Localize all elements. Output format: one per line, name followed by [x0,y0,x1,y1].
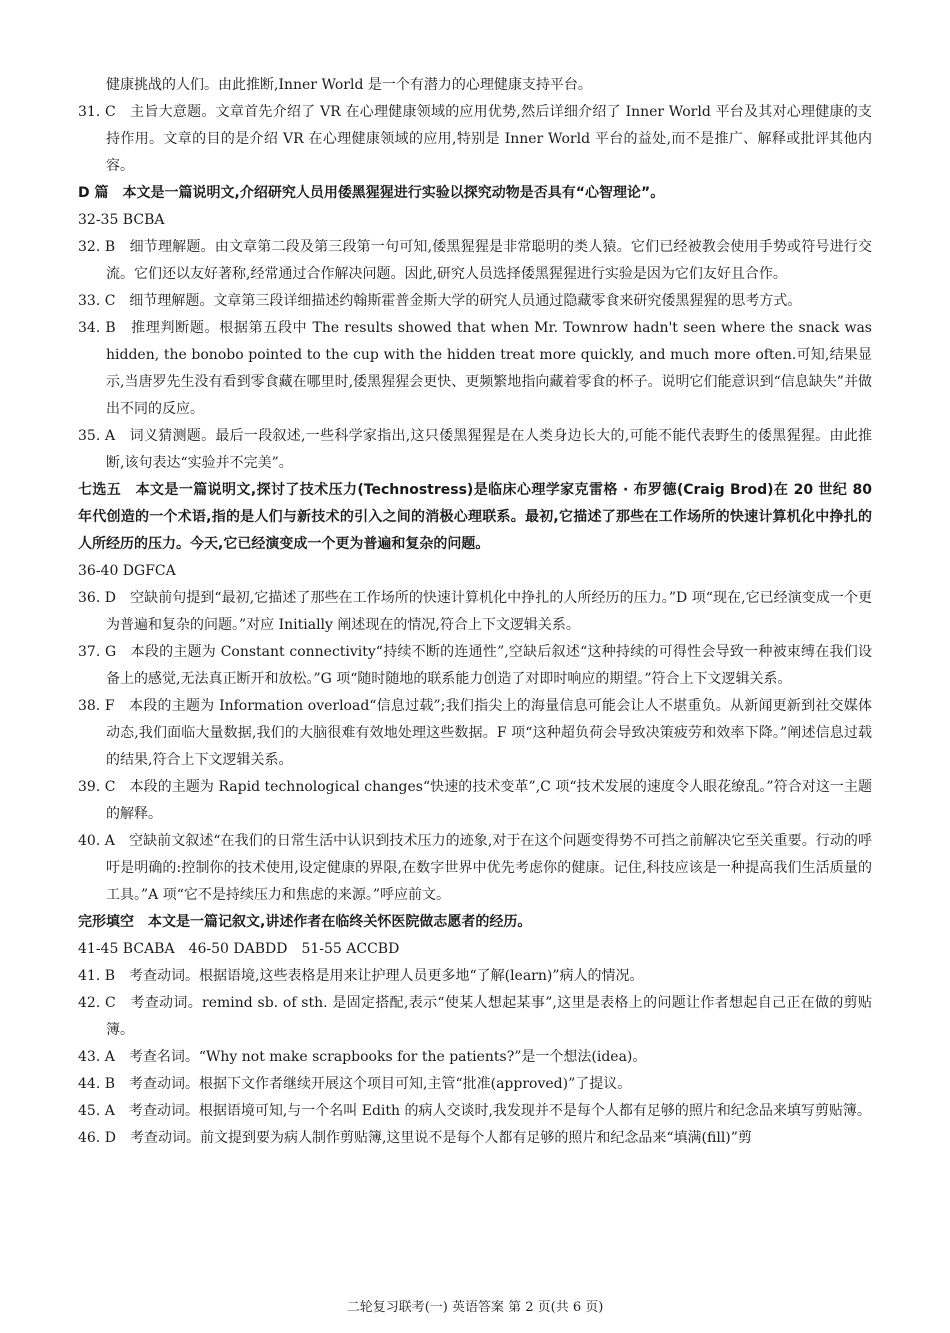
answer-content [78,72,872,1152]
answer-36: 36. D 空缺前句提到“最初,它描述了那些在工作场所的快速计算机化中挣扎的人所经历的压力。”D 项“现在,它已经演变成一个更为普遍和复杂的问题。”对应 Initially 阐述现在的情况,符合上下文逻辑关系。 [78,590,872,633]
answer-33: 33. C 细节理解题。文章第三段详细描述约翰斯霍普金斯大学的研究人员通过隐藏零食来研究倭黑猩猩的思考方式。 [78,293,802,309]
answer-46: 46. D 考查动词。前文提到要为病人制作剪贴簿,这里说不是每个人都有足够的照片和纪念品来“填满(fill)”剪 [78,1130,752,1146]
answer-31: 31. C 主旨大意题。文章首先介绍了 VR 在心理健康领域的应用优势,然后详细介绍了 Inner World 平台及其对心理健康的支持作用。文章的目的是介绍 VR 在心理健康领域的应用,特别是 Inner World 平台的益处,而不是推广、解释或批评其他内容。 [78,104,872,174]
paragraph-30-continuation: 健康挑战的人们。由此推断,Inner World 是一个有潜力的心理健康支持平台。 [106,77,592,93]
answer-key-36-40: 36-40 DGFCA [78,563,176,579]
answer-32: 32. B 细节理解题。由文章第二段及第三段第一句可知,倭黑猩猩是非常聪明的类人猿。它们已经被教会使用手势或符号进行交流。它们还以友好著称,经常通过合作解决问题。因此,研究人员选择倭黑猩猩进行实验是因为它们友好且合作。 [78,239,872,282]
answer-45: 45. A 考查动词。根据语境可知,与一个名叫 Edith 的病人交谈时,我发现并不是每个人都有足够的照片和纪念品来填写剪贴簿。 [78,1103,871,1119]
answer-34: 34. B 推理判断题。根据第五段中 The results showed that when Mr. Townrow hadn't seen where the snack was hidden, the bonobo pointed to the cup with the hidden treat more quickly, and much more often.可知,结果显示,当唐罗先生没有看到零食藏在哪里时,倭黑猩猩会更快、更频繁地指向藏着零食的杯子。说明它们能意识到“信息缺失”并做出不同的反应。 [78,320,872,417]
answer-key-41-55: 41-45 BCABA 46-50 DABDD 51-55 ACCBD [78,941,400,957]
answer-35: 35. A 词义猜测题。最后一段叙述,一些科学家指出,这只倭黑猩猩是在人类身边长大的,可能不能代表野生的倭黑猩猩。由此推断,该句表达“实验并不完美”。 [78,428,872,471]
answer-39: 39. C 本段的主题为 Rapid technological changes“快速的技术变革”,C 项“技术发展的速度令人眼花缭乱。”符合对这一主题的解释。 [78,779,872,822]
answer-37: 37. G 本段的主题为 Constant connectivity“持续不断的连通性”,空缺后叙述“这种持续的可得性会导致一种被束缚在我们设备上的感觉,无法真正断开和放松。”G 项“随时随地的联系能力创造了对即时响应的期望。”符合上下文逻辑关系。 [78,644,872,687]
answer-44: 44. B 考查动词。根据下文作者继续开展这个项目可知,主管“批准(approved)”了提议。 [78,1076,632,1092]
answer-key-32-35: 32-35 BCBA [78,212,165,228]
answer-40: 40. A 空缺前文叙述“在我们的日常生活中认识到技术压力的迹象,对于在这个问题变得势不可挡之前解决它至关重要。行动的呼吁是明确的:控制你的技术使用,设定健康的界限,在数字世界中优先考虑你的健康。记住,科技应该是一种提高我们生活质量的工具。”A 项“它不是持续压力和焦虑的来源。”呼应前文。 [78,833,872,903]
answer-41: 41. B 考查动词。根据语境,这些表格是用来让护理人员更多地“了解(learn)”病人的情况。 [78,968,644,984]
section-heading-seven-choose-five: 七选五 本文是一篇说明文,探讨了技术压力(Technostress)是临床心理学家克雷格 · 布罗德(Craig Brod)在 20 世纪 80 年代创造的一个术语,指的是人们与新技术的引入之间的消极心理联系。最初,它描述了那些在工作场所的快速计算机化中挣扎的人所经历的压力。今天,它已经演变成一个更为普遍和复杂的问题。 [78,482,872,552]
section-heading-cloze: 完形填空 本文是一篇记叙文,讲述作者在临终关怀医院做志愿者的经历。 [78,914,532,930]
answer-43: 43. A 考查名词。“Why not make scrapbooks for the patients?”是一个想法(idea)。 [78,1049,647,1065]
answer-38: 38. F 本段的主题为 Information overload“信息过载”;我们指尖上的海量信息可能会让人不堪重负。从新闻更新到社交媒体动态,我们面临大量数据,我们的大脑很难有效地处理这些数据。F 项“这种超负荷会导致决策疲劳和效率下降。”阐述信息过载的结果,符合上下文逻辑关系。 [78,698,872,768]
answer-42: 42. C 考查动词。remind sb. of sth. 是固定搭配,表示“使某人想起某事”,这里是表格上的问题让作者想起自己正在做的剪贴簿。 [78,995,872,1038]
section-heading-d: D 篇 本文是一篇说明文,介绍研究人员用倭黑猩猩进行实验以探究动物是否具有“心智理论”。 [78,185,665,201]
page-footer: 二轮复习联考(一) 英语答案 第 2 页(共 6 页) [346,1300,604,1315]
